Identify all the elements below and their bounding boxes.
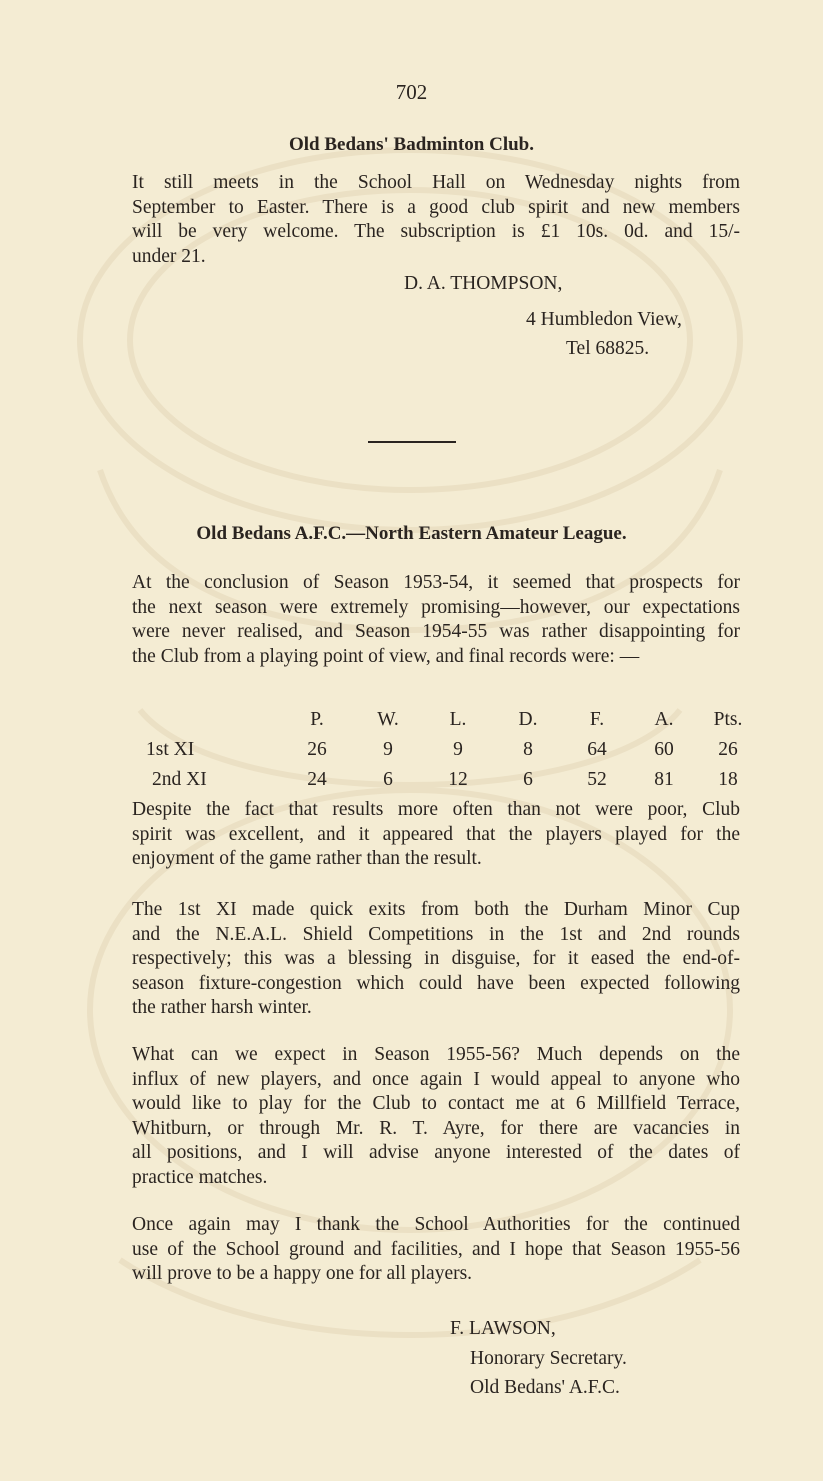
afc-paragraph-appeal — [86, 1043, 740, 1191]
table-cell: 26 — [718, 739, 738, 760]
afc-paragraph-cup — [86, 898, 740, 1021]
table-header-blank — [140, 705, 282, 735]
text-line: influx of new players, and once again I would appeal to anyone who — [132, 1068, 740, 1090]
afc-paragraph-thanks — [86, 1213, 740, 1287]
table-header-cell: D. — [518, 709, 538, 730]
text-line: spirit was excellent, and it appeared that the players played for the — [132, 823, 740, 845]
table-header-row — [140, 705, 758, 735]
afc-intro-paragraph — [86, 571, 740, 669]
text-line: will be very welcome. The subscription is £1 10s. 0d. and 15/- — [132, 221, 740, 243]
table-cell: 26 — [307, 739, 327, 760]
badminton-paragraph — [86, 171, 740, 269]
table-cell: 81 — [654, 769, 674, 790]
text-line: At the conclusion of Season 1953-54, it seemed that prospects for — [132, 572, 740, 593]
table-cell: 60 — [654, 739, 674, 760]
text-line: the rather harsh winter. — [132, 997, 312, 1019]
text-line: practice matches. — [132, 1166, 268, 1188]
table-header-cell: L. — [449, 709, 467, 730]
text-line: were never realised, and Season 1954-55 was rather disappointing for — [132, 621, 740, 643]
table-header-cell: P. — [310, 709, 324, 730]
table-cell: 9 — [383, 739, 393, 760]
season-records-table — [140, 705, 758, 795]
afc-heading: Old Bedans A.F.C.—North Eastern Amateur League. — [196, 523, 627, 544]
afc-signature-title: Honorary Secretary. — [470, 1348, 627, 1369]
section-divider — [368, 441, 456, 443]
text-line: season fixture-congestion which could have been expected following — [132, 972, 740, 994]
text-line: The 1st XI made quick exits from both the Durham Minor Cup — [132, 899, 740, 920]
text-line: would like to play for the Club to contact me at 6 Millfield Terrace, — [132, 1093, 740, 1115]
table-cell: 12 — [448, 769, 468, 790]
text-line: September to Easter. There is a good club spirit and new members — [132, 196, 740, 218]
table-header-cell: W. — [377, 709, 399, 730]
text-line: It still meets in the School Hall on Wednesday nights from — [132, 172, 740, 193]
text-line: Once again may I thank the School Authorities for the continued — [132, 1214, 740, 1235]
badminton-telephone: Tel 68825. — [566, 338, 650, 359]
text-line: respectively; this was a blessing in disguise, for it eased the end-of- — [132, 948, 740, 970]
table-cell: 52 — [587, 769, 607, 790]
table-row — [140, 765, 758, 795]
table-header-cell: Pts. — [713, 709, 743, 730]
text-line: will prove to be a happy one for all players. — [132, 1263, 473, 1285]
table-cell: 8 — [523, 739, 533, 760]
badminton-heading: Old Bedans' Badminton Club. — [289, 134, 534, 155]
text-line: use of the School ground and facilities, and I hope that Season 1955-56 — [132, 1238, 740, 1260]
badminton-signature-name: D. A. THOMPSON, — [404, 273, 563, 294]
text-line: What can we expect in Season 1955-56? Much depends on the — [132, 1044, 740, 1065]
table-header-cell: A. — [654, 709, 674, 730]
table-cell: 9 — [453, 739, 463, 760]
team-label: 2nd XI — [152, 769, 207, 790]
afc-signature-club: Old Bedans' A.F.C. — [470, 1377, 620, 1398]
page-number: 702 — [395, 80, 428, 104]
text-line: all positions, and I will advise anyone interested of the dates of — [132, 1142, 740, 1164]
text-line: the next season were extremely promising—however, our expectations — [132, 596, 740, 618]
text-line: under 21. — [132, 245, 206, 267]
table-cell: 6 — [523, 769, 533, 790]
text-line: enjoyment of the game rather than the result. — [132, 848, 482, 870]
table-row — [140, 735, 758, 765]
text-line: the Club from a playing point of view, and final records were: — — [132, 645, 640, 667]
afc-paragraph-spirit — [86, 798, 740, 872]
table-cell: 64 — [587, 739, 607, 760]
text-line: and the N.E.A.L. Shield Competitions in the 1st and 2nd rounds — [132, 923, 740, 945]
badminton-address: 4 Humbledon View, — [526, 309, 682, 330]
table-cell: 24 — [307, 769, 327, 790]
text-line: Despite the fact that results more often than not were poor, Club — [132, 799, 740, 820]
table-cell: 6 — [383, 769, 393, 790]
text-line: Whitburn, or through Mr. R. T. Ayre, for there are vacancies in — [132, 1117, 740, 1139]
afc-signature-name: F. LAWSON, — [450, 1318, 556, 1339]
table-cell: 18 — [718, 769, 738, 790]
table-header-cell: F. — [589, 709, 605, 730]
team-label: 1st XI — [146, 739, 195, 760]
